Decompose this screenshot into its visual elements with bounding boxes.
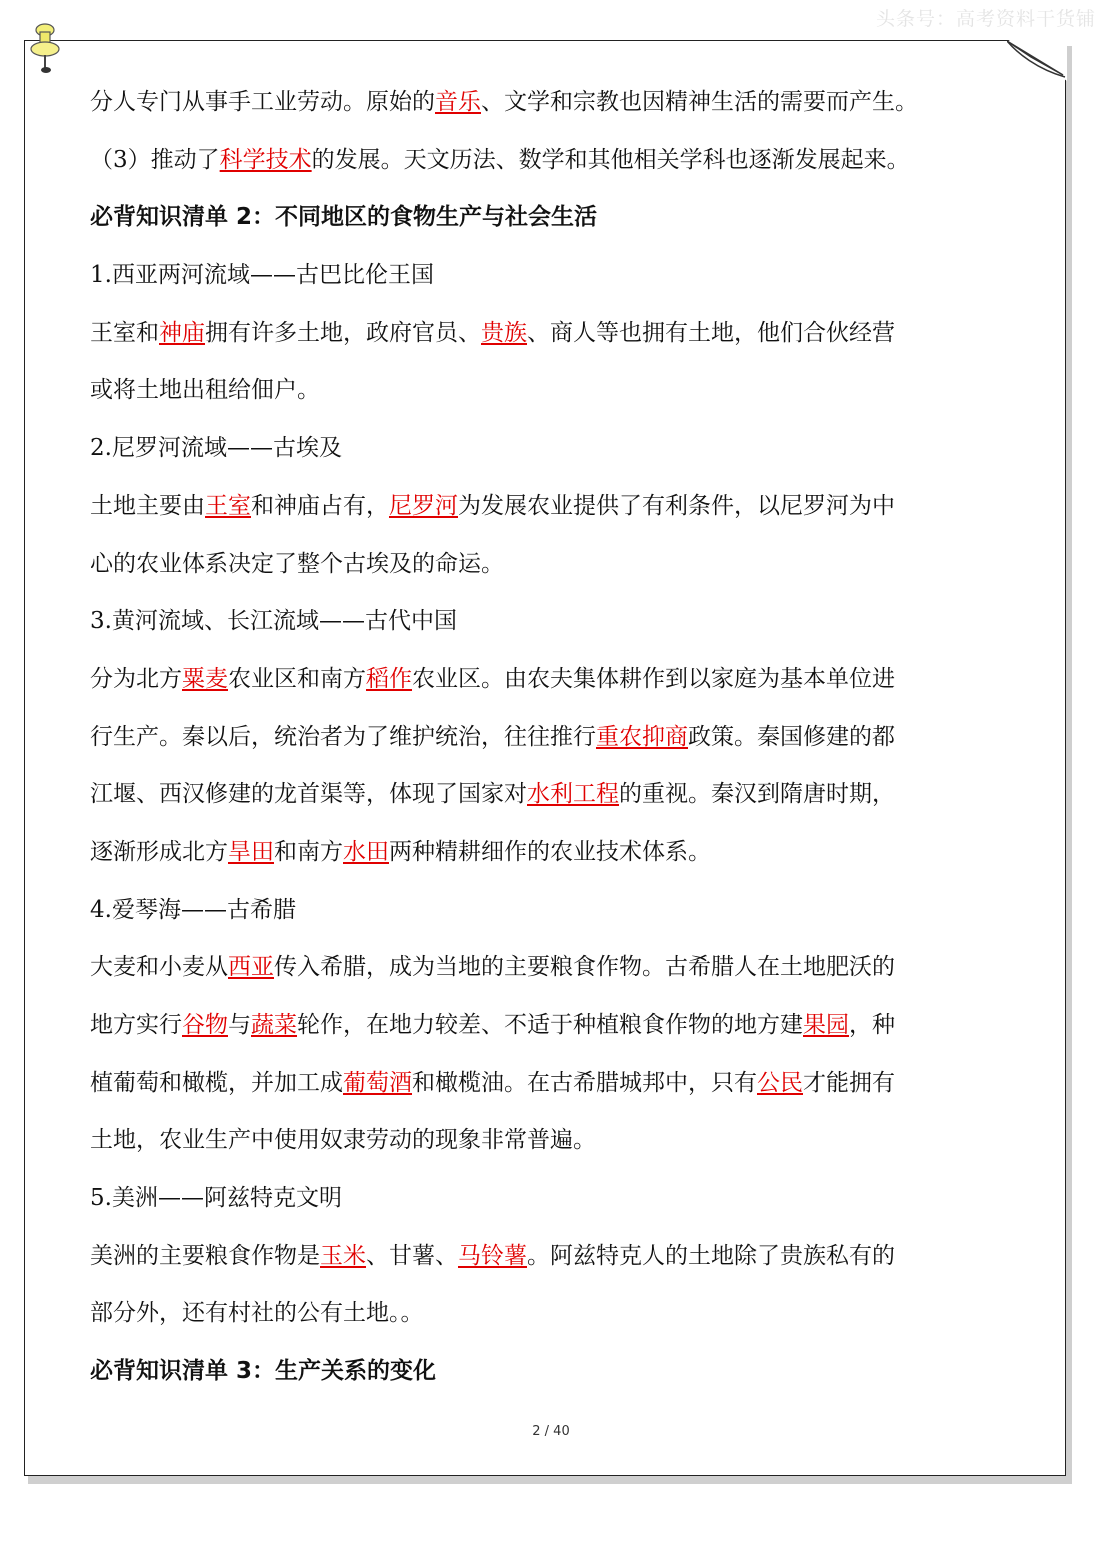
highlighted-term: 贵族: [481, 319, 527, 346]
text-segment: 江堰、西汉修建的龙首渠等，体现了国家对: [90, 781, 527, 808]
text-segment: 和橄榄油。在古希腊城邦中，只有: [412, 1069, 757, 1096]
text-line: [90, 362, 1010, 420]
text-segment: 或将土地出租给佃户。: [90, 377, 320, 404]
highlighted-term: 果园: [803, 1012, 849, 1038]
text-segment: 5.美洲——阿兹特克文明: [90, 1185, 342, 1212]
text-segment: 美洲的主要粮食作物是: [90, 1242, 320, 1269]
highlighted-term: 稻作: [366, 665, 412, 692]
text-line: [90, 1285, 1010, 1343]
text-line: [90, 478, 1010, 536]
text-line: [90, 132, 1010, 190]
highlighted-term: 尼罗河: [389, 492, 458, 519]
text-segment: 、文学和宗教也因精神生活的需要而产生。: [481, 89, 918, 115]
text-line: [90, 1170, 1010, 1228]
text-segment: 分人专门从事手工业劳动。原始的: [90, 89, 435, 115]
text-segment: 行生产。秦以后，统治者为了维护统治，往往推行: [90, 723, 596, 750]
highlighted-term: 西亚: [228, 954, 274, 981]
text-segment: 传入希腊，成为当地的主要粮食作物。古希腊人在土地肥沃的: [274, 954, 895, 981]
text-line: [90, 247, 1010, 305]
highlighted-term: 神庙: [159, 319, 205, 346]
text-segment: 必背知识清单 3：生产关系的变化: [90, 1358, 437, 1385]
pushpin-icon: [28, 22, 62, 76]
text-segment: 和南方: [274, 838, 343, 865]
highlighted-term: 重农抑商: [596, 723, 688, 750]
highlighted-term: 科学技术: [219, 146, 312, 173]
text-line: [90, 1112, 1010, 1170]
text-segment: 的发展。天文历法、数学和其他相关学科也逐渐发展起来。: [311, 146, 910, 173]
text-segment: 心的农业体系决定了整个古埃及的命运。: [90, 550, 504, 577]
text-segment: （3）推动了: [90, 146, 220, 173]
highlighted-term: 水田: [343, 838, 389, 865]
text-segment: 轮作，在地力较差、不适于种植粮食作物的地方建: [297, 1012, 803, 1038]
text-segment: 1.西亚两河流域——古巴比伦王国: [90, 262, 434, 289]
text-segment: 为发展农业提供了有利条件，以尼罗河为中: [458, 492, 895, 519]
text-line: [90, 593, 1010, 651]
text-line: [90, 1055, 1010, 1113]
text-segment: 与: [228, 1012, 251, 1038]
text-segment: 才能拥有: [803, 1069, 895, 1096]
highlighted-term: 谷物: [182, 1012, 228, 1038]
text-segment: 农业区和南方: [228, 665, 366, 692]
document-body: [90, 74, 1010, 1401]
text-segment: 、商人等也拥有土地，他们合伙经营: [527, 319, 895, 346]
text-line: [90, 766, 1010, 824]
text-line: [90, 939, 1010, 997]
text-segment: 和神庙占有，: [251, 492, 389, 519]
page-number: 2 / 40: [532, 1424, 570, 1439]
text-line: [90, 651, 1010, 709]
text-segment: 大麦和小麦从: [90, 954, 228, 981]
highlighted-term: 蔬菜: [251, 1012, 297, 1038]
text-line: [90, 305, 1010, 363]
highlighted-term: 粟麦: [182, 665, 228, 692]
text-line: [90, 824, 1010, 882]
text-segment: 分为北方: [90, 665, 182, 692]
text-line: [90, 997, 1010, 1055]
highlighted-term: 马铃薯: [458, 1242, 527, 1269]
text-line: [90, 1228, 1010, 1286]
text-segment: 。阿兹特克人的土地除了贵族私有的: [527, 1242, 895, 1269]
text-segment: 逐渐形成北方: [90, 838, 228, 865]
highlighted-term: 王室: [205, 492, 251, 519]
text-line: [90, 882, 1010, 940]
text-segment: 土地主要由: [90, 492, 205, 519]
text-line: [90, 420, 1010, 478]
section-heading: [90, 1343, 1010, 1401]
text-segment: 2.尼罗河流域——古埃及: [90, 435, 342, 462]
text-segment: 3.黄河流域、长江流域——古代中国: [90, 608, 457, 635]
text-segment: 两种精耕细作的农业技术体系。: [389, 838, 711, 865]
text-segment: 政策。秦国修建的都: [688, 723, 895, 750]
text-segment: 、甘薯、: [366, 1242, 458, 1269]
text-line: [90, 74, 1010, 132]
text-segment: 必背知识清单 2：不同地区的食物生产与社会生活: [90, 204, 598, 231]
page-curl-icon: [1007, 39, 1067, 81]
highlighted-term: 公民: [757, 1069, 803, 1096]
highlighted-term: 音乐: [435, 89, 481, 115]
highlighted-term: 玉米: [320, 1242, 366, 1269]
highlighted-term: 葡萄酒: [343, 1069, 412, 1096]
text-segment: 植葡萄和橄榄，并加工成: [90, 1069, 343, 1096]
text-segment: 王室和: [90, 319, 159, 346]
text-segment: 地方实行: [90, 1012, 182, 1038]
text-segment: ，种: [849, 1012, 895, 1038]
text-line: [90, 536, 1010, 594]
text-segment: 农业区。由农夫集体耕作到以家庭为基本单位进: [412, 665, 895, 692]
text-segment: 拥有许多土地，政府官员、: [205, 319, 481, 346]
text-segment: 部分外，还有村社的公有土地。。: [90, 1300, 424, 1327]
highlighted-term: 水利工程: [527, 781, 619, 808]
text-segment: 4.爱琴海——古希腊: [90, 896, 296, 923]
watermark: 头条号：高考资料干货铺: [875, 8, 1096, 30]
text-segment: 的重视。秦汉到隋唐时期，: [619, 781, 895, 808]
section-heading: [90, 189, 1010, 247]
text-line: [90, 709, 1010, 767]
highlighted-term: 旱田: [228, 838, 274, 865]
text-segment: 土地，农业生产中使用奴隶劳动的现象非常普遍。: [90, 1127, 596, 1154]
